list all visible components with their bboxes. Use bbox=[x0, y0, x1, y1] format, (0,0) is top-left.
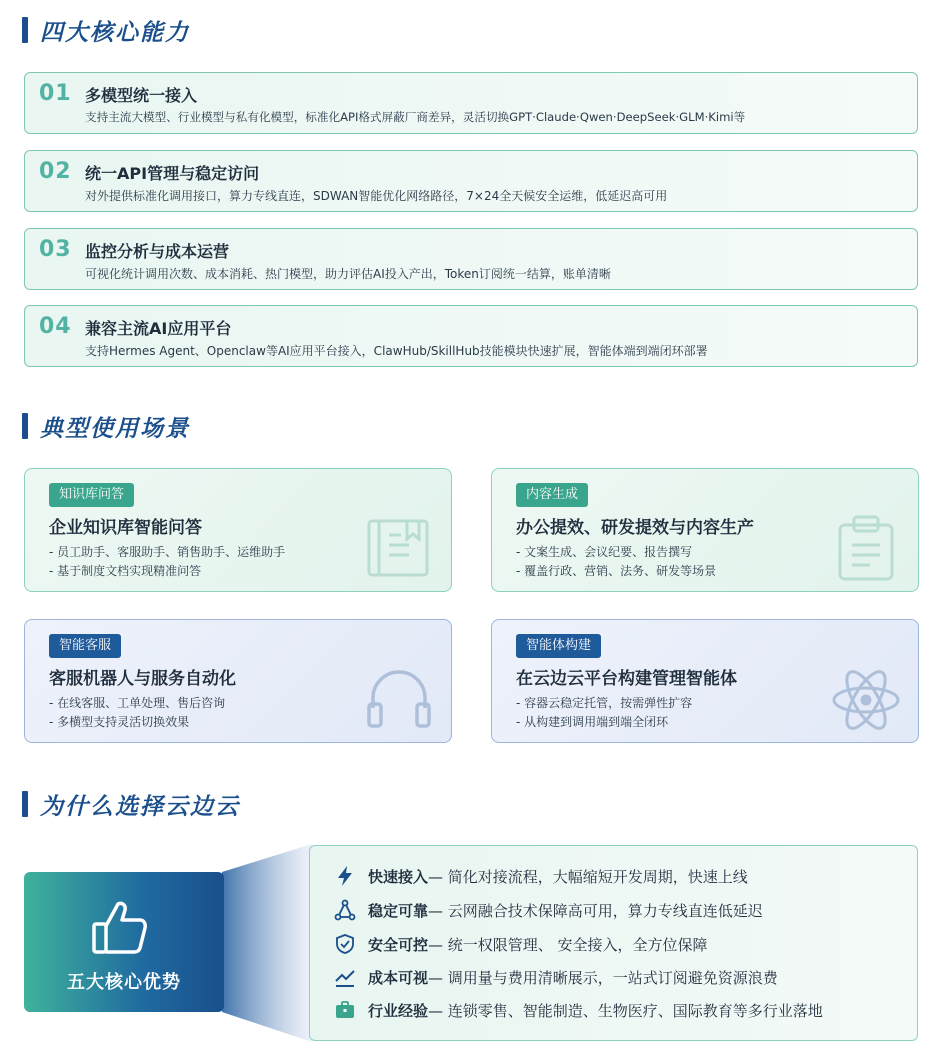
network-icon bbox=[334, 899, 356, 921]
scene-card-service bbox=[24, 619, 452, 743]
advantage-key: 行业经验 bbox=[368, 1001, 429, 1020]
capability-title: 多模型统一接入 bbox=[85, 86, 198, 105]
atom-icon bbox=[828, 660, 904, 736]
capability-title: 兼容主流AI应用平台 bbox=[85, 319, 232, 338]
scene-bullet: - 在线客服、工单处理、售后咨询 bbox=[49, 696, 226, 710]
scene-tag: 智能体构建 bbox=[516, 634, 601, 658]
scene-tag: 智能客服 bbox=[49, 634, 121, 658]
section-title-text: 为什么选择云边云 bbox=[40, 793, 240, 820]
scene-bullet: - 容器云稳定托管，按需弹性扩容 bbox=[516, 696, 693, 710]
capability-card-4 bbox=[24, 305, 918, 367]
section-title-why bbox=[22, 788, 240, 820]
advantage-desc: — 统一权限管理、 安全接入，全方位保障 bbox=[428, 935, 708, 954]
capability-title: 统一API管理与稳定访问 bbox=[85, 164, 260, 183]
scene-card-knowledge bbox=[24, 468, 452, 592]
advantage-key: 快速接入 bbox=[368, 867, 429, 886]
clipboard-icon bbox=[828, 509, 904, 585]
section-title-scenes bbox=[22, 410, 190, 442]
scene-title: 在云边云平台构建管理智能体 bbox=[516, 669, 737, 689]
scene-card-content bbox=[491, 468, 919, 592]
capability-number: 03 bbox=[39, 237, 72, 262]
scene-title: 企业知识库智能问答 bbox=[49, 518, 202, 538]
advantage-row bbox=[334, 965, 778, 989]
scene-tag: 内容生成 bbox=[516, 483, 588, 507]
scene-card-agent bbox=[491, 619, 919, 743]
advantage-desc: — 调用量与费用清晰展示，一站式订阅避免资源浪费 bbox=[428, 968, 778, 987]
title-bar bbox=[22, 791, 28, 817]
title-bar bbox=[22, 413, 28, 439]
scene-title: 办公提效、研发提效与内容生产 bbox=[516, 518, 754, 538]
scene-bullet: - 覆盖行政、营销、法务、研发等场景 bbox=[516, 564, 717, 578]
advantage-desc: — 云网融合技术保障高可用，算力专线直连低延迟 bbox=[428, 901, 763, 920]
thumbs-up-icon bbox=[88, 896, 152, 960]
capability-desc: 可视化统计调用次数、成本消耗、热门模型，助力评估AI投入产出，Token订阅统一结算，账单清晰 bbox=[85, 267, 611, 281]
advantage-row bbox=[334, 932, 708, 956]
scene-bullet: - 从构建到调用端到端全闭环 bbox=[516, 715, 669, 729]
book-icon bbox=[361, 509, 437, 585]
scene-bullet: - 多横型支持灵活切换效果 bbox=[49, 715, 190, 729]
headset-icon bbox=[361, 660, 437, 736]
lightning-icon bbox=[334, 865, 356, 887]
section-title-text: 典型使用场景 bbox=[40, 415, 190, 442]
advantage-key: 安全可控 bbox=[368, 935, 429, 954]
advantage-key: 成本可视 bbox=[368, 968, 429, 987]
chart-icon bbox=[334, 966, 356, 988]
connector-fan bbox=[222, 840, 312, 1045]
capability-desc: 对外提供标准化调用接口，算力专线直连，SDWAN智能优化网络路径，7×24全天候安全运维，低延迟高可用 bbox=[85, 189, 668, 203]
shield-icon bbox=[334, 933, 356, 955]
briefcase-icon bbox=[334, 999, 356, 1021]
scene-bullet: - 文案生成、会议纪要、报告撰写 bbox=[516, 545, 693, 559]
advantages-list bbox=[309, 845, 918, 1041]
scene-title: 客服机器人与服务自动化 bbox=[49, 669, 236, 689]
capability-number: 02 bbox=[39, 159, 72, 184]
capability-number: 04 bbox=[39, 314, 72, 339]
advantage-row bbox=[334, 898, 763, 922]
capability-desc: 支持Hermes Agent、Openclaw等AI应用平台接入，ClawHub/SkillHub技能模块快速扩展，智能体端到端闭环部署 bbox=[85, 344, 708, 358]
advantage-desc: — 简化对接流程，大幅缩短开发周期，快速上线 bbox=[428, 867, 748, 886]
capability-card-1 bbox=[24, 72, 918, 134]
section-title-core bbox=[22, 14, 190, 46]
advantage-desc: — 连锁零售、智能制造、生物医疗、国际教育等多行业落地 bbox=[428, 1001, 823, 1020]
advantages-summary-box bbox=[24, 872, 224, 1012]
scene-tag: 知识库问答 bbox=[49, 483, 134, 507]
capability-number: 01 bbox=[39, 81, 72, 106]
capability-desc: 支持主流大模型、行业模型与私有化模型，标准化API格式屏蔽厂商差异，灵活切换GPT·Claude·Qwen·DeepSeek·GLM·Kimi等 bbox=[85, 110, 746, 124]
title-bar bbox=[22, 17, 28, 43]
advantages-label: 五大核心优势 bbox=[67, 972, 181, 993]
section-title-text: 四大核心能力 bbox=[40, 19, 190, 46]
scene-bullet: - 员工助手、客服助手、销售助手、运维助手 bbox=[49, 545, 286, 559]
capability-card-3 bbox=[24, 228, 918, 290]
advantage-key: 稳定可靠 bbox=[368, 901, 429, 920]
capability-card-2 bbox=[24, 150, 918, 212]
capability-title: 监控分析与成本运营 bbox=[85, 242, 230, 261]
advantage-row bbox=[334, 864, 748, 888]
advantage-row bbox=[334, 998, 823, 1022]
scene-bullet: - 基于制度文档实现精准问答 bbox=[49, 564, 202, 578]
